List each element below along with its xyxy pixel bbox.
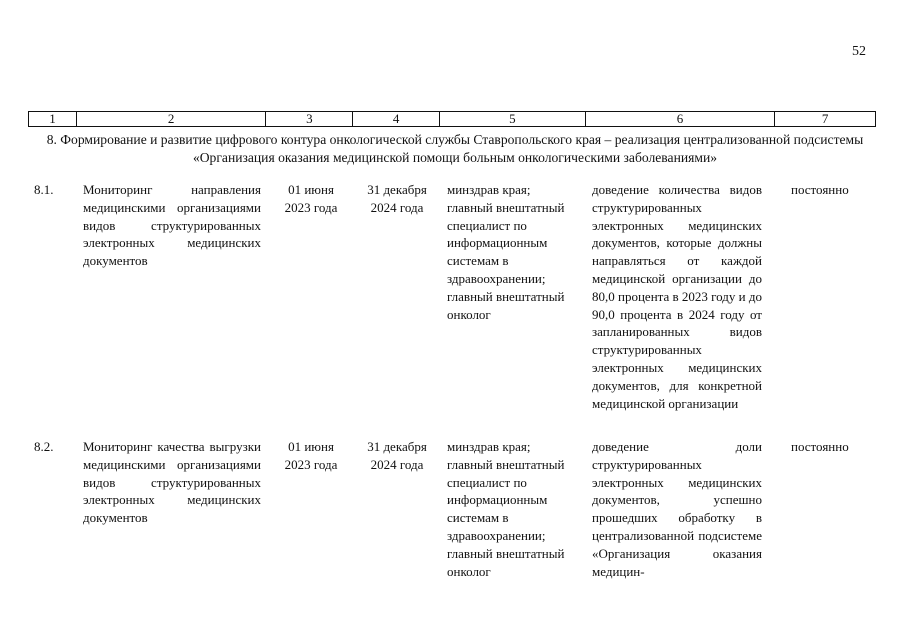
header-col-7: 7	[821, 111, 829, 126]
row-result: доведение доли структурированных электронных медицинских документов, успешно прошедших обработку в централизованной подсистеме «Организация оказания медицин-	[592, 439, 762, 579]
row-number: 8.2.	[34, 439, 54, 454]
row-name: Мониторинг качества выгрузки медицинскими организациями видов структурированных электронных медицинских документов	[83, 439, 261, 526]
header-col-1: 1	[29, 112, 77, 126]
row-start-date: 01 июня 2023 года	[284, 439, 338, 472]
header-col-6: 6	[586, 112, 776, 126]
header-col-4: 4	[353, 112, 440, 126]
row-start-date: 01 июня 2023 года	[284, 182, 338, 215]
page-number: 52	[852, 44, 866, 59]
row-periodicity: постоянно	[791, 439, 849, 454]
row-name: Мониторинг направления медицинскими организациями видов структурированных электронных медицинских документов	[83, 182, 261, 269]
section-title: 8. Формирование и развитие цифрового контура онкологической службы Ставропольского края – реализация централизованной подсистемы «Организация оказания медицинской помощи больным онкологическими заболеваниями»	[46, 132, 864, 165]
row-end-date: 31 декабря 2024 года	[367, 439, 427, 472]
header-col-5: 5	[440, 112, 586, 126]
table-header-row	[28, 111, 876, 127]
header-col-3: 3	[266, 112, 353, 126]
row-periodicity: постоянно	[791, 182, 849, 197]
row-responsible: минздрав края; главный внештатный специалист по информационным системам в здравоохранении; главный внештатный онколог	[447, 439, 565, 579]
row-responsible: минздрав края; главный внештатный специалист по информационным системам в здравоохранении; главный внештатный онколог	[447, 182, 565, 322]
row-end-date: 31 декабря 2024 года	[367, 182, 427, 215]
row-number: 8.1.	[34, 182, 54, 197]
header-col-2: 2	[77, 112, 267, 126]
row-result: доведение количества видов структурированных электронных медицинских документов, которые должны направляться от каждой медицинской организации до 80,0 процента в 2023 году и до 90,0 процента в 2024 году от запланированных видов структурированных электронных медицинских документов, для конкретной медицинской организации	[592, 182, 762, 411]
